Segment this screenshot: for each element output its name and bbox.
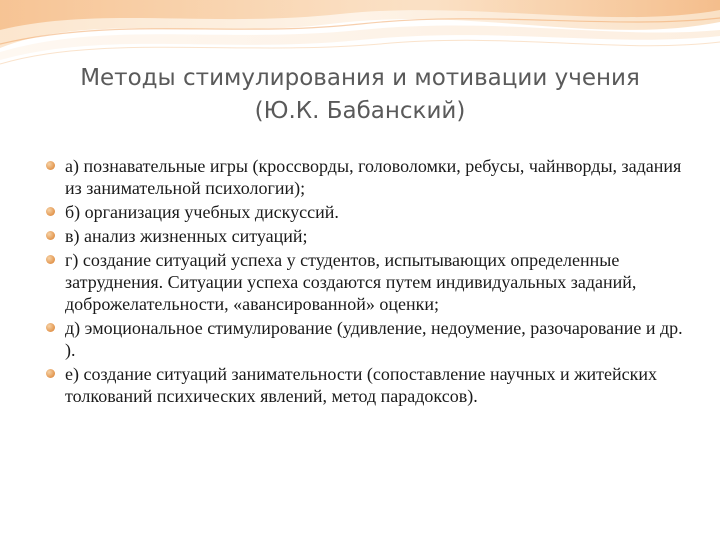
slide-title xyxy=(30,62,690,128)
list-item-text: г) создание ситуаций успеха у студентов, испытывающих определенные затруднения. Ситуации успеха создаются путем индивидуальных заданий, доброжелательности, «авансированной» оценки; xyxy=(65,250,637,314)
slide-title-line-1: Методы стимулирования и мотивации учения xyxy=(80,65,640,91)
list-item-text: а) познавательные игры (кроссворды, головоломки, ребусы, чайнворды, задания из занимательной психологии); xyxy=(65,156,682,198)
list-item xyxy=(46,155,696,199)
bullet-list xyxy=(46,155,696,409)
list-item-text: б) организация учебных дискуссий. xyxy=(65,202,339,222)
bullet-dot-icon xyxy=(46,369,55,378)
list-item xyxy=(46,225,696,247)
list-item xyxy=(46,201,696,223)
bullet-dot-icon xyxy=(46,323,55,332)
list-item-text: д) эмоциональное стимулирование (удивление, недоумение, разочарование и др. ). xyxy=(65,318,683,360)
list-item xyxy=(46,249,696,315)
list-item-text: в) анализ жизненных ситуаций; xyxy=(65,226,308,246)
list-item xyxy=(46,363,696,407)
list-item xyxy=(46,317,696,361)
list-item-text: е) создание ситуаций занимательности (сопоставление научных и житейских толкований психических явлений, метод парадоксов). xyxy=(65,364,657,406)
bullet-dot-icon xyxy=(46,161,55,170)
bullet-dot-icon xyxy=(46,255,55,264)
bullet-dot-icon xyxy=(46,207,55,216)
bullet-dot-icon xyxy=(46,231,55,240)
slide-title-line-2: (Ю.К. Бабанский) xyxy=(254,98,466,124)
